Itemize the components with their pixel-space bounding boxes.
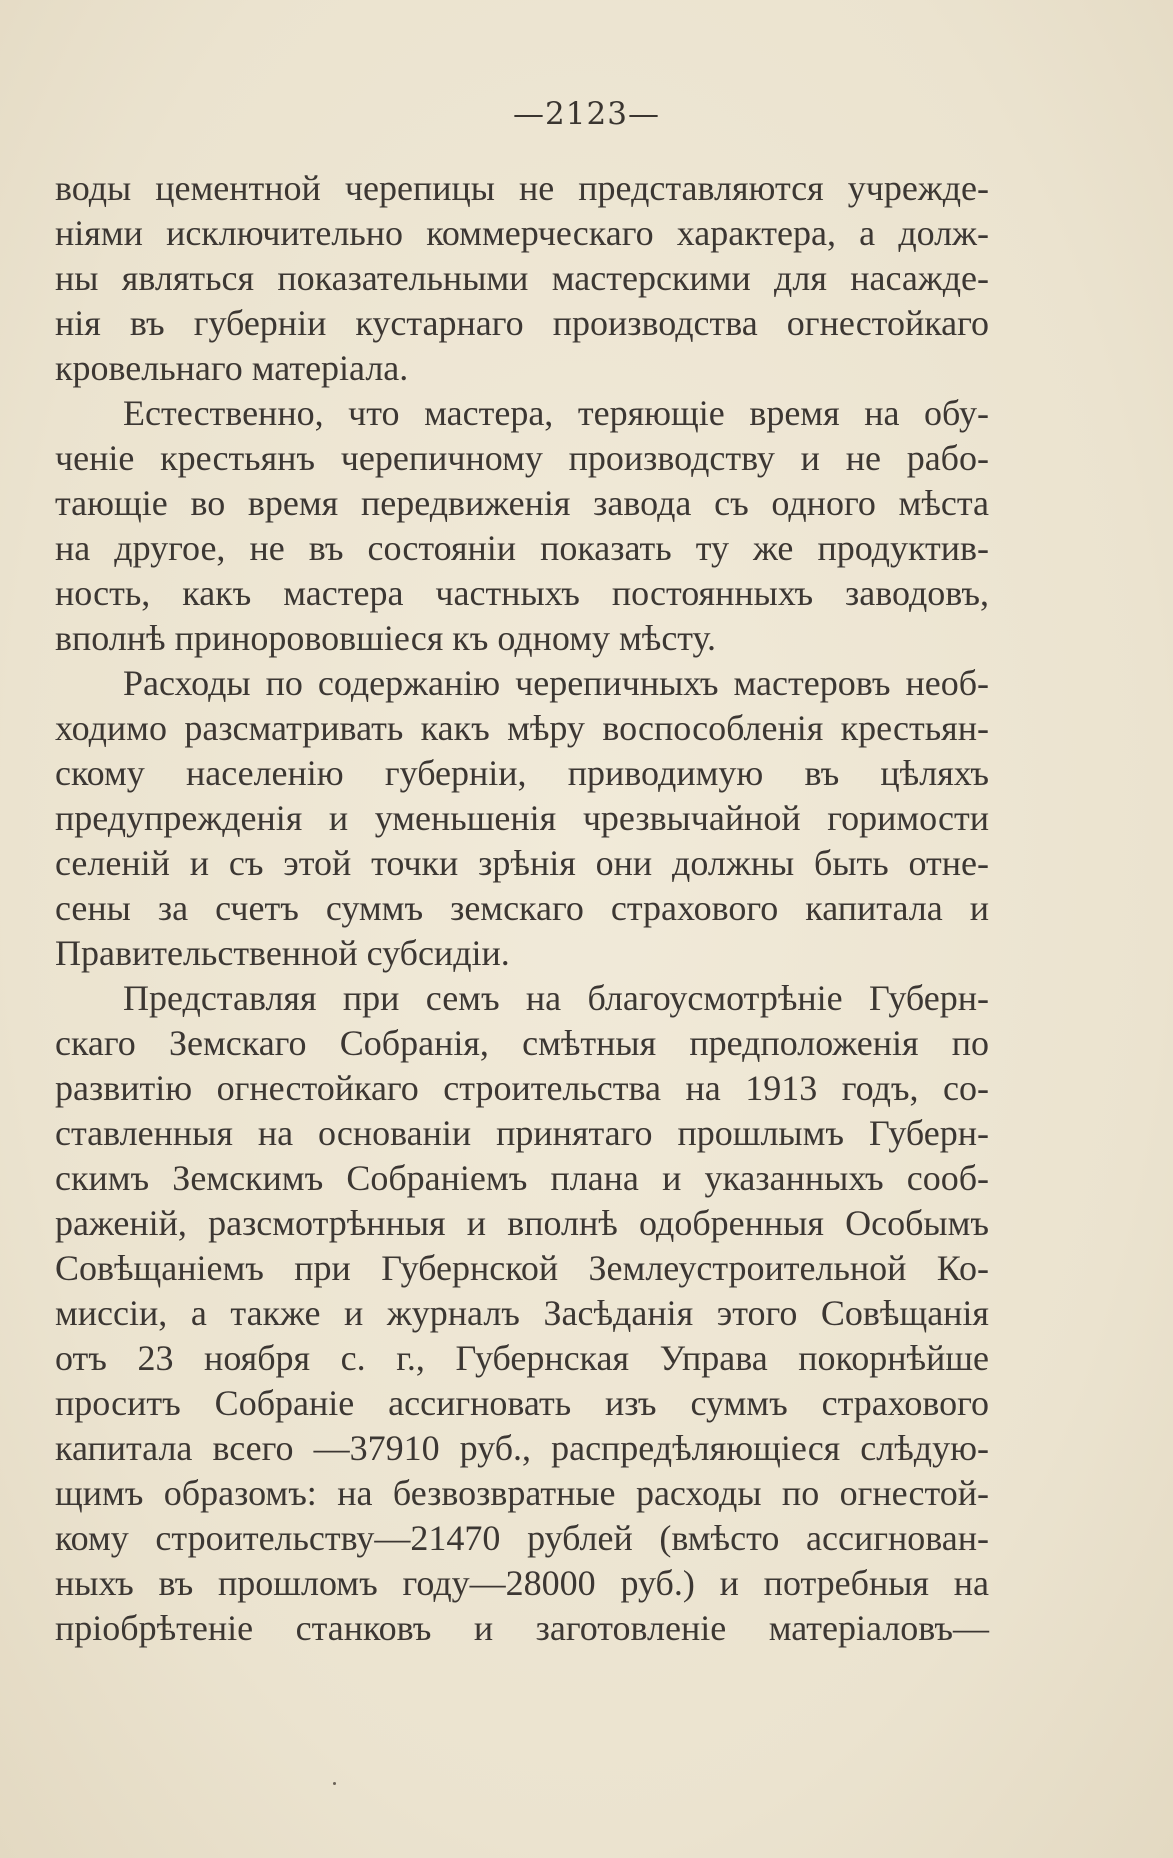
text-line: на другое, не въ состояніи показать ту же продуктив- bbox=[55, 528, 989, 568]
text-line: кровельнаго матеріала. bbox=[55, 348, 409, 388]
text-line: раженій, разсмотрѣнныя и вполнѣ одобренныя Особымъ bbox=[55, 1203, 989, 1243]
text-line: развитію огнестойкаго строительства на 1913 годъ, со- bbox=[55, 1068, 989, 1108]
text-line: Представляя при семъ на благоусмотрѣніе Губерн- bbox=[123, 978, 989, 1018]
text-line: ченіе крестьянъ черепичному производству и не рабо- bbox=[55, 438, 989, 478]
text-line: отъ 23 ноября с. г., Губернская Управа покорнѣйше bbox=[55, 1338, 989, 1378]
text-line: ходимо разсматривать какъ мѣру воспособленія крестьян- bbox=[55, 708, 989, 748]
text-line: скимъ Земскимъ Собраніемъ плана и указанныхъ сооб- bbox=[55, 1158, 989, 1198]
text-line: ны являться показательными мастерскими для насажде- bbox=[55, 258, 989, 298]
text-line: тающіе во время передвиженія завода съ одного мѣста bbox=[55, 483, 989, 523]
text-line: миссіи, а также и журналъ Засѣданія этого Совѣщанія bbox=[55, 1293, 989, 1333]
text-line: Совѣщаніемъ при Губернской Землеустроительной Ко- bbox=[55, 1248, 989, 1288]
text-line: Естественно, что мастера, теряющіе время на обу- bbox=[123, 393, 989, 433]
text-line: ставленныя на основаніи принятаго прошлымъ Губерн- bbox=[55, 1113, 989, 1153]
body-text bbox=[55, 166, 989, 1651]
text-line: скаго Земскаго Собранія, смѣтныя предположенія по bbox=[55, 1023, 989, 1063]
text-line: вполнѣ принорововшіеся къ одному мѣсту. bbox=[55, 618, 716, 658]
text-line: проситъ Собраніе ассигновать изъ суммъ страхового bbox=[55, 1383, 989, 1423]
text-line: кому строительству—21470 рублей (вмѣсто ассигнован- bbox=[55, 1518, 989, 1558]
paragraph bbox=[55, 391, 989, 661]
text-line: воды цементной черепицы не представляются учрежде- bbox=[55, 168, 989, 208]
page-number: —2123— bbox=[513, 96, 660, 132]
text-line: ность, какъ мастера частныхъ постоянныхъ заводовъ, bbox=[55, 573, 989, 613]
text-line: пріобрѣтеніе станковъ и заготовленіе матеріаловъ— bbox=[55, 1608, 989, 1648]
text-line: Расходы по содержанію черепичныхъ мастеровъ необ- bbox=[123, 663, 989, 703]
text-line: Правительственной субсидіи. bbox=[55, 933, 510, 973]
paragraph bbox=[55, 661, 989, 976]
text-line: нія въ губерніи кустарнаго производства огнестойкаго bbox=[55, 303, 989, 343]
text-line: капитала всего —37910 руб., распредѣляющіеся слѣдую- bbox=[55, 1428, 989, 1468]
text-line: предупрежденія и уменьшенія чрезвычайной горимости bbox=[55, 798, 989, 838]
text-line: ныхъ въ прошломъ году—28000 руб.) и потребныя на bbox=[55, 1563, 989, 1603]
text-line: скому населенію губерніи, приводимую въ цѣляхъ bbox=[55, 753, 989, 793]
text-line: селеній и съ этой точки зрѣнія они должны быть отне- bbox=[55, 843, 989, 883]
paper-speck bbox=[333, 1782, 336, 1785]
text-line: ніями исключительно коммерческаго характера, а долж- bbox=[55, 213, 989, 253]
paragraph bbox=[55, 976, 989, 1651]
text-line: сены за счетъ суммъ земскаго страхового капитала и bbox=[55, 888, 989, 928]
text-line: щимъ образомъ: на безвозвратные расходы по огнестой- bbox=[55, 1473, 989, 1513]
paragraph bbox=[55, 166, 989, 391]
